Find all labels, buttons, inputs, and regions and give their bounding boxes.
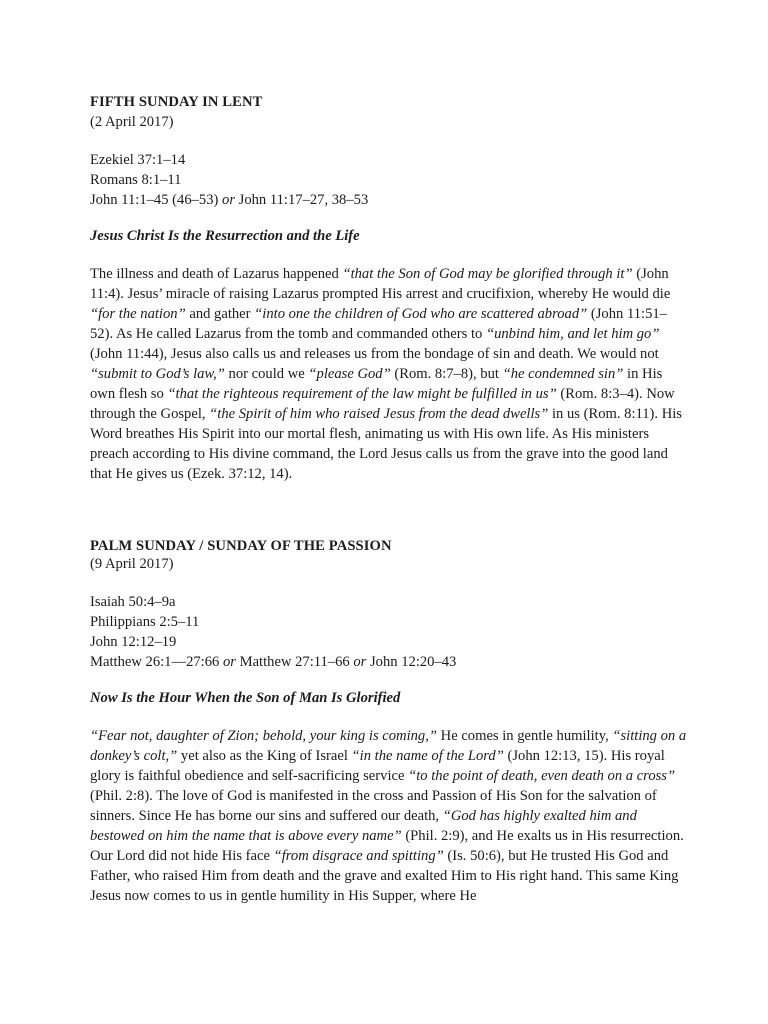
scripture-quote: “God has highly exalted him and bestowed on him the name that is above every name”: [90, 808, 637, 844]
body-text: (John 12:13, 15). His royal glory is faithful obedience and self-sacrificing service: [90, 748, 665, 784]
body-text: in us (Rom. 8:11). His Word breathes His Spirit into our mortal flesh, animating us with His own life. As His ministers preach according to His divine command, the Lord Jesus calls us from the grave into the good land that He gives us (Ezek. 37:12, 14).: [90, 406, 682, 482]
section-heading: PALM SUNDAY / SUNDAY OF THE PASSION: [90, 538, 392, 554]
scripture-quote: “into one the children of God who are scattered abroad”: [254, 306, 588, 322]
body-text: The illness and death of Lazarus happened: [90, 266, 343, 282]
section-body: [90, 264, 690, 484]
section-date: (9 April 2017): [90, 556, 174, 572]
scripture-quote: “unbind him, and let him go”: [485, 326, 660, 342]
scripture-quote: “Fear not, daughter of Zion; behold, your king is coming,”: [90, 728, 437, 744]
section-heading: FIFTH SUNDAY IN LENT: [90, 94, 263, 110]
reading-text: John 11:1–45 (46–53): [90, 192, 223, 208]
reading-text: Matthew 27:11–66: [235, 654, 354, 670]
scripture-quote: “submit to God’s law,”: [90, 366, 225, 382]
reading-text: John 12:20–43: [366, 654, 457, 670]
body-text: (John 11:4). Jesus’ miracle of raising Lazarus prompted His arrest and crucifixion, whereby He would die: [90, 266, 671, 302]
reading-item: Isaiah 50:4–9a: [90, 594, 176, 610]
scripture-quote: “that the Son of God may be glorified through it”: [342, 266, 633, 282]
body-text: (Rom. 8:7–8), but: [390, 366, 503, 382]
body-text: nor could we: [224, 366, 309, 382]
reading-item: Philippians 2:5–11: [90, 614, 200, 630]
readings-list: [90, 592, 456, 672]
body-text: He comes in gentle humility,: [437, 728, 613, 744]
scripture-quote: “the Spirit of him who raised Jesus from the dead dwells”: [209, 406, 549, 422]
reading-text: Matthew 26:1—27:66: [90, 654, 223, 670]
scripture-quote: “to the point of death, even death on a cross”: [408, 768, 676, 784]
section-subtitle: Jesus Christ Is the Resurrection and the Life: [90, 228, 360, 244]
body-text: (Rom. 8:3–4). Now through the Gospel,: [90, 386, 675, 422]
scripture-quote: “please God”: [308, 366, 391, 382]
reading-item: John 12:12–19: [90, 634, 177, 650]
body-text: yet also as the King of Israel: [177, 748, 352, 764]
reading-item: Ezekiel 37:1–14: [90, 152, 186, 168]
scripture-quote: “from disgrace and spitting”: [273, 848, 444, 864]
body-text: in His own flesh so: [90, 366, 663, 402]
scripture-quote: “in the name of the Lord”: [351, 748, 504, 764]
readings-list: [90, 150, 368, 210]
scripture-quote: “sitting on a donkey’s colt,”: [90, 728, 687, 764]
scripture-quote: “that the righteous requirement of the law might be fulfilled in us”: [167, 386, 557, 402]
reading-text: John 11:17–27, 38–53: [235, 192, 369, 208]
reading-item: Romans 8:1–11: [90, 172, 182, 188]
body-text: (Phil. 2:8). The love of God is manifested in the cross and Passion of His Son for the salvation of sinners. Since He has borne our sins and suffered our death,: [90, 788, 657, 824]
section-body: [90, 726, 690, 906]
reading-or: or: [222, 192, 235, 208]
reading-or: or: [353, 654, 367, 670]
section-date: (2 April 2017): [90, 114, 174, 130]
scripture-quote: “for the nation”: [90, 306, 186, 322]
reading-item: [90, 190, 368, 210]
body-text: and gather: [185, 306, 255, 322]
reading-or: or: [222, 654, 236, 670]
section-subtitle: Now Is the Hour When the Son of Man Is Glorified: [90, 690, 401, 706]
body-text: (John 11:51–52). As He called Lazarus from the tomb and commanded others to: [90, 306, 667, 342]
scripture-quote: “he condemned sin”: [502, 366, 624, 382]
body-text: (Phil. 2:9), and He exalts us in His resurrection. Our Lord did not hide His face: [90, 828, 684, 864]
body-text: (Is. 50:6), but He trusted His God and Father, who raised Him from death and the grave and exalted Him to His right hand. This same King Jesus now comes to us in gentle humility in His Supper, where He: [90, 848, 679, 904]
body-text: (John 11:44), Jesus also calls us and releases us from the bondage of sin and death. We would not: [90, 346, 659, 362]
reading-item: [90, 652, 456, 672]
